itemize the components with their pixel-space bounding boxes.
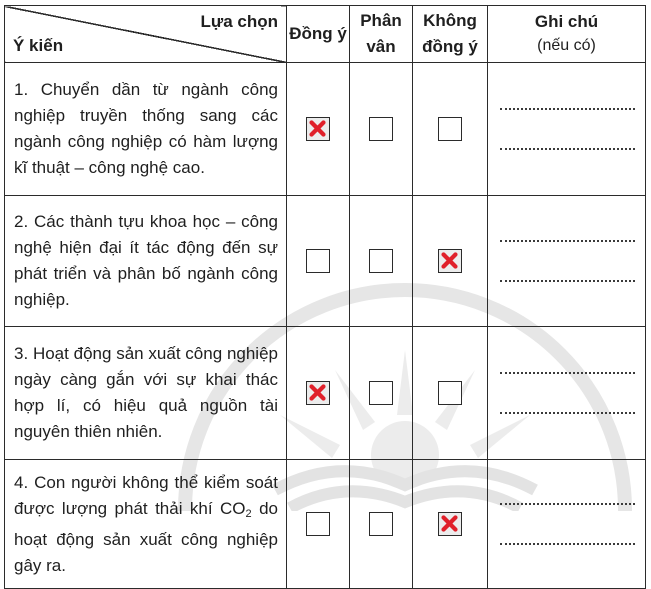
neutral-cell (350, 63, 413, 196)
note-line[interactable] (500, 372, 635, 374)
neutral-checkbox[interactable] (369, 381, 393, 405)
opinion-text: 2. Các thành tựu khoa học – công nghệ hiện đại ít tác động đến sự phát triển và phân bố ngành công nghiệp. (5, 196, 287, 327)
header-note-title: Ghi chú (534, 12, 599, 31)
subscript-2: 2 (245, 507, 252, 520)
disagree-checkbox[interactable] (438, 117, 462, 141)
note-line[interactable] (500, 148, 635, 150)
neutral-cell (350, 327, 413, 460)
neutral-checkbox[interactable] (369, 249, 393, 273)
opinion-text-part: do hoạt động sản xuất công nghiệp gây ra. (14, 498, 278, 575)
disagree-checkbox[interactable] (438, 381, 462, 405)
disagree-cell (413, 327, 488, 460)
note-line[interactable] (500, 543, 635, 545)
header-row (5, 6, 646, 63)
x-mark-icon (309, 120, 326, 137)
note-cell (488, 460, 646, 589)
note-cell (488, 196, 646, 327)
survey-table (4, 5, 646, 589)
x-mark-icon (441, 252, 458, 269)
corner-label-opinion: Ý kiến (13, 36, 64, 55)
disagree-cell (413, 196, 488, 327)
note-line[interactable] (500, 240, 635, 242)
note-line[interactable] (500, 412, 635, 414)
table-row (5, 196, 646, 327)
header-note-subtitle: (nếu có) (537, 37, 596, 54)
agree-checkbox[interactable] (306, 381, 330, 405)
header-agree: Đồng ý (287, 6, 350, 63)
note-cell (488, 327, 646, 460)
corner-header-cell (5, 6, 287, 63)
corner-label-choice: Lựa chọn (200, 12, 278, 31)
opinion-text: 1. Chuyển dần từ ngành công nghiệp truyền thống sang các ngành công nghiệp có hàm lượng kĩ thuật – công nghệ cao. (5, 63, 287, 196)
agree-cell (287, 327, 350, 460)
agree-cell (287, 196, 350, 327)
neutral-checkbox[interactable] (369, 117, 393, 141)
disagree-checkbox[interactable] (438, 512, 462, 536)
agree-checkbox[interactable] (306, 117, 330, 141)
header-neutral: Phân vân (350, 6, 413, 63)
agree-cell (287, 63, 350, 196)
note-line[interactable] (500, 280, 635, 282)
neutral-cell (350, 460, 413, 589)
note-cell (488, 63, 646, 196)
disagree-cell (413, 460, 488, 589)
note-line[interactable] (500, 503, 635, 505)
neutral-checkbox[interactable] (369, 512, 393, 536)
header-note (488, 6, 646, 63)
opinion-text-part: 4. Con người không thể kiểm soát được lượng phát thải khí CO (14, 472, 278, 518)
agree-cell (287, 460, 350, 589)
header-disagree: Không đồng ý (413, 6, 488, 63)
x-mark-icon (309, 384, 326, 401)
agree-checkbox[interactable] (306, 512, 330, 536)
x-mark-icon (441, 515, 458, 532)
agree-checkbox[interactable] (306, 249, 330, 273)
table-row (5, 63, 646, 196)
table-row (5, 460, 646, 589)
neutral-cell (350, 196, 413, 327)
opinion-text: 3. Hoạt động sản xuất công nghiệp ngày càng gắn với sự khai thác hợp lí, có hiệu quả nguồn tài nguyên thiên nhiên. (5, 327, 287, 460)
table-row (5, 327, 646, 460)
disagree-cell (413, 63, 488, 196)
note-line[interactable] (500, 108, 635, 110)
opinion-text (5, 460, 287, 589)
disagree-checkbox[interactable] (438, 249, 462, 273)
